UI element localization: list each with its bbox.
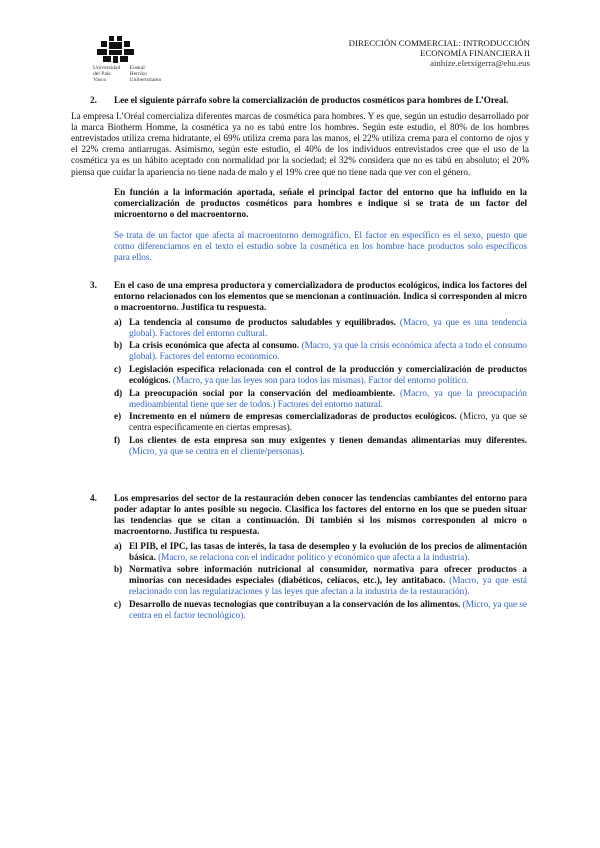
item-letter: e): [114, 411, 122, 422]
item-answer: (Macro, ya que es una tendencia global). Factores del entorno cultural.: [129, 316, 528, 338]
logo-text-left: Universidad del País Vasco: [93, 65, 121, 83]
question-number: 4.: [90, 493, 97, 504]
item-statement: La preocupación social por la conservación del medioambiente.: [129, 387, 396, 398]
item-statement: Incremento en el número de empresas comercializadoras de productos ecológicos.: [129, 411, 457, 422]
item-letter: d): [114, 387, 123, 398]
question-2-prompt: En función a la información aportada, señale el principal factor del entorno que ha influido en la comercialización de productos cosméticos para hombres e indique si se trata de un factor del microentorno o del macroentorno.: [114, 186, 527, 219]
university-logo: [93, 36, 163, 83]
item-letter: c): [114, 598, 122, 609]
item-answer: (Macro, ya que la crisis económica afecta a todo el consumo global). Factores del entorno economico.: [129, 340, 528, 362]
list-item: [114, 340, 527, 362]
item-answer: (Micro, ya que se centra en el cliente/personas).: [129, 446, 305, 457]
item-body: [129, 599, 527, 621]
item-answer: (Macro, ya que las leyes son para todos las mismas). Factor del entorno político.: [172, 374, 469, 385]
item-statement: La crisis económica que afecta al consumo.: [129, 340, 300, 351]
document-body: [71, 95, 529, 623]
item-body: [129, 364, 527, 386]
item-statement: Desarrollo de nuevas tecnologías que contribuyan a la conservación de los alimentos.: [129, 598, 461, 609]
item-answer: (Micro, ya que se centra específicamente en ciertas empresas).: [129, 411, 528, 433]
header-course-title: DIRECCIÓN COMMERCIAL: INTRODUCCIÓN: [348, 38, 530, 48]
question-2-title: [90, 95, 527, 106]
list-item: [114, 599, 527, 621]
list-item: [114, 541, 527, 563]
item-body: [129, 411, 527, 433]
list-item: [114, 435, 527, 457]
question-text: Los empresarios del sector de la restauración deben conocer las tendencias cambiantes del entorno para poder adaptar lo antes posible su negocio. Clasifica los factores del entorno en los que se pueden situar las tendencias que se citan a continuación. Di también si los mismos corresponden al micro o macroentorno. Justifica tu respuesta.: [114, 493, 527, 537]
item-body: [129, 435, 527, 457]
item-letter: c): [114, 363, 122, 374]
list-item: [114, 411, 527, 433]
item-letter: b): [114, 564, 123, 575]
question-text: En el caso de una empresa productora y comercializadora de productos ecológicos, indica los factores del entorno relacionados con los elementos que se mencionan a continuación. Indica si corresponden al micro o macroentorno. Justifica tu respuesta.: [114, 280, 527, 313]
question-4-title: [90, 493, 527, 537]
item-body: [129, 317, 527, 339]
question-2-paragraph: La empresa L’Oréal comercializa diferentes marcas de cosmética para hombres. Y es que, según un estudio desarrollado por la marca Biotherm Homme, la cosmética ya no es tabú entre los hombres. Según este estudio, el 80% de los hombres entrevistados utiliza crema hidratante, el 69% utiliza crema para las manos, el 22% utiliza crema para el contorno de ojos y el 22% crema antiarrugas. Asimismo, según este estudio, el 40% de los individuos entrevistados cree que el uso de la cosmética ya es un hábito aceptado con normalidad por la sociedad; el 32% considera que no es tabú en absoluto; el 20% piensa que cuidar la apariencia no tiene nada de malo y el 19% cree que no tiene nada que ver con el género.: [71, 111, 529, 177]
list-item: [114, 564, 527, 597]
question-2-answer: Se trata de un factor que afecta al macroentorno demográfico. El factor en específico es el sexo, puesto que como diferenciamos en el texto el estudio sobre la cosmética en los hombre hace productos solo específicos para ellos.: [114, 229, 527, 263]
question-text: Lee el siguiente párrafo sobre la comercialización de productos cosméticos para hombres de L’Oreal.: [114, 95, 509, 105]
item-statement: La tendencia al consumo de productos saludables y equilibrados.: [129, 316, 396, 327]
list-item: [114, 364, 527, 386]
question-4-items: [114, 541, 527, 622]
item-statement: Los clientes de esta empresa son muy exigentes y tienen demandas alimentarias muy diferentes.: [129, 434, 527, 445]
item-body: [129, 388, 527, 410]
question-3-items: [114, 317, 527, 458]
question-3-title: [90, 280, 527, 313]
item-answer: (Macro, se relaciona con el indicador político y económico que afecta a la industria).: [158, 551, 470, 562]
item-letter: a): [114, 316, 122, 327]
item-answer: (Macro, ya que la preocupación medioambiental tiene que ser de todos.) Factores del entorno natural.: [129, 387, 528, 409]
university-emblem-icon: [93, 36, 139, 64]
item-letter: b): [114, 340, 123, 351]
item-statement: Normativa sobre información nutricional al consumidor, normativa para ofrecer productos a minorías con necesidades especiales (diabéticos, celíacos, etc.), ley antitabaco.: [129, 564, 527, 586]
item-statement: El PIB, el IPC, las tasas de interés, la tasa de desempleo y la evolución de los precios de alimentación básica.: [129, 540, 527, 562]
item-answer: (Micro, ya que se centra en el factor tecnológico).: [129, 598, 528, 621]
header-email: ainhize.eletxigerra@ehu.eus: [430, 58, 530, 68]
item-body: [129, 541, 527, 563]
item-letter: a): [114, 540, 122, 551]
question-number: 3.: [90, 280, 97, 291]
item-body: [129, 340, 527, 362]
header-subject: ECONOMÍA FINANCIERA II: [420, 48, 530, 58]
list-item: [114, 317, 527, 339]
item-statement: Legislación específica relacionada con el control de la producción y comercialización de productos ecológicos.: [129, 363, 527, 385]
list-item: [114, 388, 527, 410]
document-header: [349, 38, 530, 68]
item-body: [129, 564, 527, 597]
item-letter: f): [114, 434, 121, 445]
logo-text-right: Euskal Herriko Unibertsitatea: [129, 65, 161, 83]
question-number: 2.: [90, 95, 97, 105]
item-answer: (Macro, ya que está relacionado con las regularizaciones y las leyes que afectan a la industria de la restauración).: [129, 575, 527, 597]
